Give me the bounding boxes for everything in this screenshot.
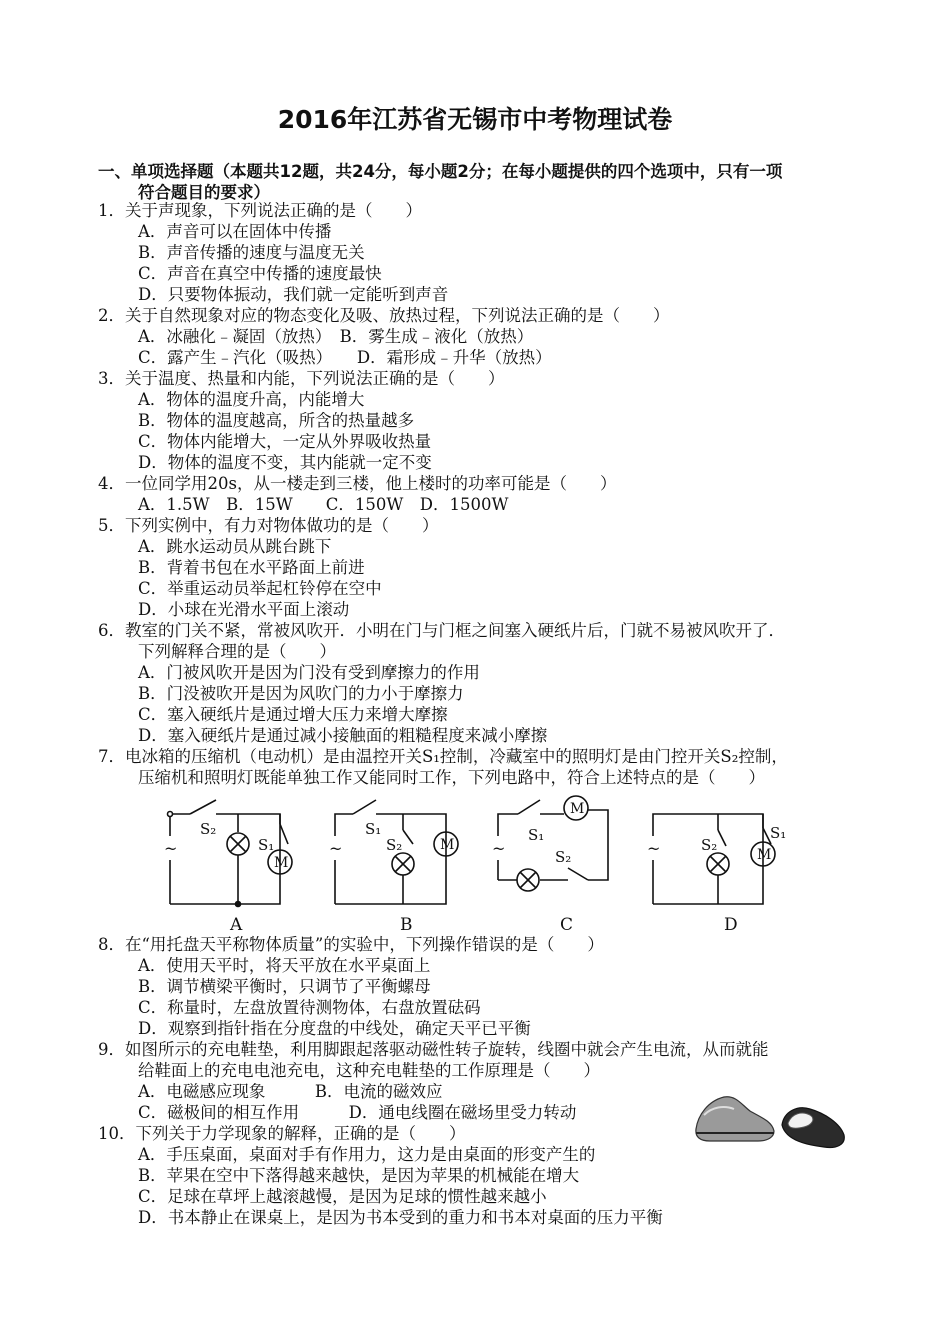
switch-s2-label: S₂ xyxy=(386,836,403,854)
q4-options: A．1.5W B．15W C．150W D．1500W xyxy=(138,495,509,514)
q7-stem: 7．电冰箱的压缩机（电动机）是由温控开关S₁控制，冷藏室中的照明灯是由门控开关S₂控制， xyxy=(98,747,788,766)
q8-stem: 8．在“用托盘天平称物体质量”的实验中，下列操作错误的是（ ） xyxy=(98,935,604,954)
section-heading-line2: 符合题目的要求） xyxy=(138,183,270,202)
circuit-label-a: A xyxy=(230,915,243,934)
q2-options-ab: A．冰融化﹣凝固（放热） B．雾生成﹣液化（放热） xyxy=(138,327,534,346)
q8-option-d: D．观察到指针指在分度盘的中线处，确定天平已平衡 xyxy=(138,1019,531,1038)
motor-label: M xyxy=(440,837,455,853)
q3-stem: 3．关于温度、热量和内能，下列说法正确的是（ ） xyxy=(98,369,505,388)
q6-option-c: C．塞入硬纸片是通过增大压力来增大摩擦 xyxy=(138,705,448,724)
q2-options-cd: C．露产生﹣汽化（吸热） D．霜形成﹣升华（放热） xyxy=(138,348,552,367)
ac-source-label: ~ xyxy=(164,839,178,858)
q4-stem: 4．一位同学用20s，从一楼走到三楼，他上楼时的功率可能是（ ） xyxy=(98,474,617,493)
q1-option-b: B．声音传播的速度与温度无关 xyxy=(138,243,365,262)
switch-s1-label: S₁ xyxy=(770,824,787,842)
switch-s1-label: S₁ xyxy=(258,836,275,854)
circuit-d xyxy=(647,814,786,934)
q8-option-c: C．称量时，左盘放置待测物体，右盘放置砝码 xyxy=(138,998,481,1017)
q10-option-b: B．苹果在空中下落得越来越快，是因为苹果的机械能在增大 xyxy=(138,1166,580,1185)
q6-option-d: D．塞入硬纸片是通过减小接触面的粗糙程度来减小摩擦 xyxy=(138,726,548,745)
circuit-label-c: C xyxy=(560,915,574,934)
q3-option-b: B．物体的温度越高，所含的热量越多 xyxy=(138,411,415,430)
question-list xyxy=(98,200,878,1228)
switch-s1-label: S₁ xyxy=(365,820,382,838)
switch-s1-label: S₁ xyxy=(528,826,545,844)
q9-options-cd: C．磁极间的相互作用 D．通电线圈在磁场里受力转动 xyxy=(138,1103,577,1122)
section-heading xyxy=(98,161,868,203)
circuit-a xyxy=(164,800,292,934)
q7-circuit-diagrams xyxy=(98,792,798,934)
q9-stem-cont: 给鞋面上的充电电池充电，这种充电鞋垫的工作原理是（ ） xyxy=(138,1061,600,1080)
switch-s2-label: S₂ xyxy=(701,836,718,854)
motor-label: M xyxy=(570,801,585,817)
q2-stem: 2．关于自然现象对应的物态变化及吸、放热过程，下列说法正确的是（ ） xyxy=(98,306,670,325)
q5-option-d: D．小球在光滑水平面上滚动 xyxy=(138,600,350,619)
shoe-icon xyxy=(696,1097,774,1141)
q10-option-a: A．手压桌面，桌面对手有作用力，这力是由桌面的形变产生的 xyxy=(138,1145,596,1164)
q9-options-ab: A．电磁感应现象 B．电流的磁效应 xyxy=(138,1082,443,1101)
q8-option-a: A．使用天平时，将天平放在水平桌面上 xyxy=(138,956,431,975)
q1-stem: 1．关于声现象，下列说法正确的是（ ） xyxy=(98,201,422,220)
circuit-label-b: B xyxy=(400,915,413,934)
q10-option-c: C．足球在草坪上越滚越慢，是因为足球的惯性越来越小 xyxy=(138,1187,547,1206)
q6-option-b: B．门没被吹开是因为风吹门的力小于摩擦力 xyxy=(138,684,464,703)
q8-option-b: B．调节横梁平衡时，只调节了平衡螺母 xyxy=(138,977,431,996)
section-heading-line1: 一、单项选择题（本题共12题，共24分，每小题2分；在每小题提供的四个选项中，只有一项 xyxy=(98,162,783,181)
motor-label: M xyxy=(757,847,772,863)
circuit-b xyxy=(329,800,458,934)
page-title: 2016年江苏省无锡市中考物理试卷 xyxy=(277,105,673,134)
q3-option-d: D．物体的温度不变，其内能就一定不变 xyxy=(138,453,432,472)
q6-stem: 6．教室的门关不紧，常被风吹开．小明在门与门框之间塞入硬纸片后，门就不易被风吹开了． xyxy=(98,621,785,640)
circuit-label-d: D xyxy=(724,915,738,934)
q5-option-c: C．举重运动员举起杠铃停在空中 xyxy=(138,579,382,598)
ac-source-label: ~ xyxy=(647,839,661,858)
q1-option-a: A．声音可以在固体中传播 xyxy=(138,222,332,241)
charging-insole-illustration xyxy=(690,1085,850,1157)
q1-option-d: D．只要物体振动，我们就一定能听到声音 xyxy=(138,285,449,304)
switch-s2-label: S₂ xyxy=(200,820,217,838)
q10-stem: 10．下列关于力学现象的解释，正确的是（ ） xyxy=(98,1124,466,1143)
q6-stem-cont: 下列解释合理的是（ ） xyxy=(138,642,336,661)
q3-option-a: A．物体的温度升高，内能增大 xyxy=(138,390,365,409)
q9-stem: 9．如图所示的充电鞋垫，利用脚跟起落驱动磁性转子旋转，线圈中就会产生电流，从而就能 xyxy=(98,1040,769,1059)
q7-stem-cont: 压缩机和照明灯既能单独工作又能同时工作，下列电路中，符合上述特点的是（ ） xyxy=(138,768,765,787)
motor-label: M xyxy=(274,855,289,871)
q10-option-d: D．书本静止在课桌上，是因为书本受到的重力和书本对桌面的压力平衡 xyxy=(138,1208,663,1227)
circuit-c xyxy=(492,796,608,934)
q5-option-b: B．背着书包在水平路面上前进 xyxy=(138,558,365,577)
q3-option-c: C．物体内能增大，一定从外界吸收热量 xyxy=(138,432,432,451)
q5-option-a: A．跳水运动员从跳台跳下 xyxy=(138,537,332,556)
q1-option-c: C．声音在真空中传播的速度最快 xyxy=(138,264,382,283)
q5-stem: 5．下列实例中，有力对物体做功的是（ ） xyxy=(98,516,439,535)
ac-source-label: ~ xyxy=(492,839,506,858)
switch-s2-label: S₂ xyxy=(555,848,572,866)
ac-source-label: ~ xyxy=(329,839,343,858)
q6-option-a: A．门被风吹开是因为门没有受到摩擦力的作用 xyxy=(138,663,480,682)
